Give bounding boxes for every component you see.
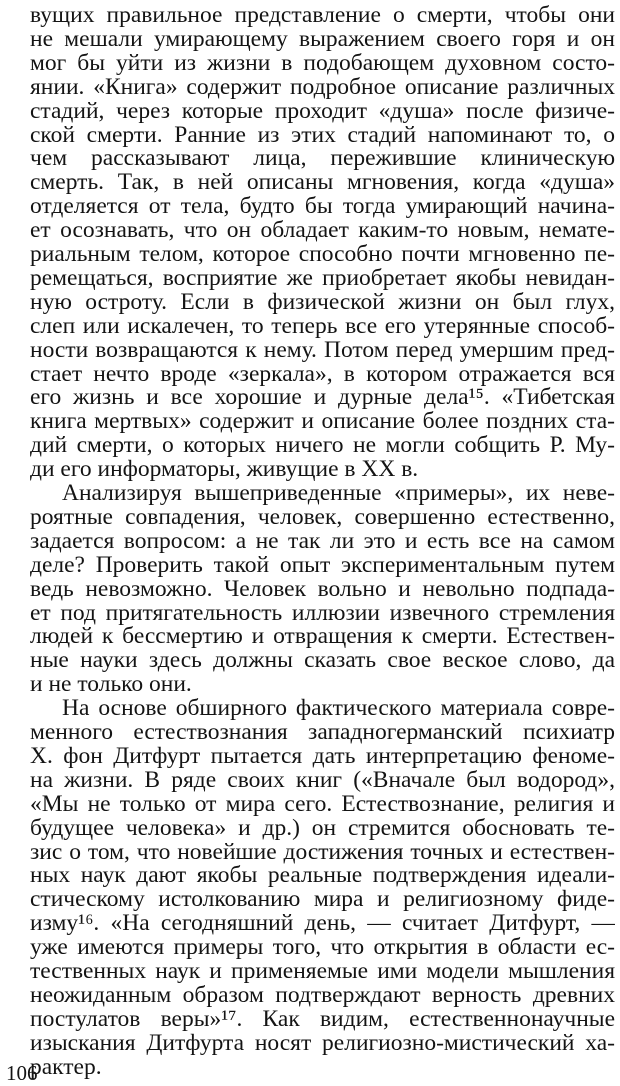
text-line: ную остроту. Если в физической жизни он был глух, [30, 288, 615, 315]
text-line: «Мы не только от мира сего. Естествознание, религия и [30, 790, 615, 817]
text-line: стическому истолкованию мира и религиозному фиде- [30, 886, 615, 913]
text-line: стадий, через которые проходит «душа» после физиче- [30, 97, 615, 124]
text-line: ных наук дают якобы реальные подтверждения идеали- [30, 862, 615, 889]
text-line: на жизни. В ряде своих книг («Вначале был водород», [30, 766, 615, 793]
text-line: мог бы уйти из жизни в подобающем духовном состо- [30, 49, 615, 76]
text-line: ет осознавать, что он обладает каким-то новым, немате- [30, 217, 615, 244]
text-line: изму¹⁶. «На сегодняшний день, — считает Дитфурт, — [30, 910, 615, 937]
text-line: ской смерти. Ранние из этих стадий напоминают то, о [30, 121, 615, 148]
text-line: рактер. [30, 1053, 102, 1080]
text-line: изыскания Дитфурта носят религиозно-мистический ха- [30, 1029, 615, 1056]
text-line: отделяется от тела, будто бы тогда умирающий начина- [30, 193, 615, 220]
text-line: книга мертвых» содержит и описание более поздних ста- [30, 408, 615, 435]
text-line: неожиданным образом подтверждают верность древних [30, 981, 615, 1008]
text-line: людей к бессмертию и отвращения к смерти. Естествен- [30, 623, 615, 650]
text-line: смерть. Так, в ней описаны мгновения, когда «душа» [30, 169, 615, 196]
text-line: слеп или искалечен, то теперь все его утерянные способ- [30, 312, 615, 339]
text-line: не мешали умирающему выражением своего горя и он [30, 25, 615, 52]
text-line: тественных наук и применяемые ими модели мышления [30, 958, 615, 984]
text-line: зис о том, что новейшие достижения точных и естествен- [30, 838, 615, 865]
text-line: ди его информаторы, живущие в XX в. [30, 456, 419, 483]
text-line: будущее человека» и др.) он стремится обосновать те- [30, 814, 615, 841]
text-line: вущих правильное представление о смерти, чтобы они [30, 2, 615, 28]
text-line: роятные совпадения, человек, совершенно естественно, [30, 503, 615, 530]
text-line: риальным телом, которое способно почти мгновенно пе- [30, 241, 615, 267]
text-line: ремещаться, восприятие же приобретает якобы невидан- [30, 264, 615, 291]
text-line: ведь невозможно. Человек вольно и невольно подпада- [30, 575, 615, 602]
text-line: ные науки здесь должны сказать свое веское слово, да [30, 647, 615, 674]
text-line: уже имеются примеры того, что открытия в области ес- [30, 934, 615, 961]
text-line: ности возвращаются к нему. Потом перед умершим пред- [30, 336, 615, 363]
text-line: постулатов веры»¹⁷. Как видим, естественнонаучные [30, 1005, 615, 1032]
text-line: дий смерти, о которых ничего не могли собщить Р. Му- [30, 432, 615, 459]
page-number: 106 [6, 1061, 38, 1085]
text-line: Х. фон Дитфурт пытается дать интерпретацию феноме- [30, 742, 615, 769]
text-line: стает нечто вроде «зеркала», в котором отражается вся [30, 360, 615, 387]
text-line: задается вопросом: а не так ли это и есть все на самом [30, 527, 615, 554]
text-line: и не только они. [30, 671, 192, 698]
text-line: его жизнь и все хорошие и дурные дела¹⁵. «Тибетская [30, 384, 615, 411]
text-line: чем рассказывают лица, пережившие клиническую [30, 145, 615, 172]
text-line: Анализируя вышеприведенные «примеры», их неве- [62, 480, 615, 506]
text-line: менного естествознания западногерманский психиатр [30, 719, 615, 745]
text-line: деле? Проверить такой опыт экспериментальным путем [30, 551, 615, 578]
text-line: На основе обширного фактического материала совре- [62, 695, 615, 722]
text-line: ет под притягательность иллюзии извечного стремления [30, 599, 615, 626]
text-line: янии. «Книга» содержит подробное описание различных [30, 73, 615, 100]
